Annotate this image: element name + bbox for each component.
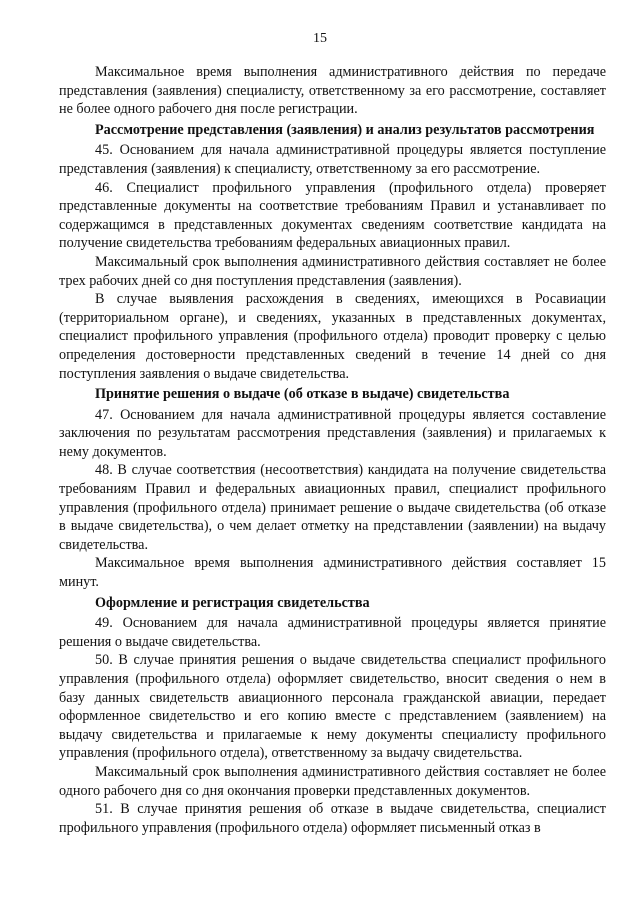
paragraph-46: 46. Специалист профильного управления (профильного отдела) проверяет представленные документы на соответствие требованиям Правил и устанавливает по содержащимся в представленных документах сведениям соответствие кандидата на получение свидетельства требованиям федеральных авиационных правил. [59, 179, 606, 252]
paragraph-49: 49. Основанием для начала административной процедуры является принятие решения о выдаче свидетельства. [59, 615, 606, 650]
paragraph-max-time-decision: Максимальное время выполнения административного действия составляет 15 минут. [59, 555, 606, 591]
paragraph-discrepancy-check: В случае выявления расхождения в сведениях, имеющихся в Росавиации (территориальном органе), и сведениях, указанных в представленных документах, специалист профильного управления (профильного отдела) проводит проверку с целью определения достоверности представленных сведений в течение 14 дней со дня поступления заявления о выдаче свидетельства. [59, 291, 606, 382]
paragraph-48: 48. В случае соответствия (несоответствия) кандидата на получение свидетельства требованиям Правил и федеральных авиационных правил, специалист профильного управления (профильного отдела) принимает решение о выдаче свидетельства (об отказе в выдаче свидетельства), о чем делает отметку на представлении (заявлении) на выдачу свидетельства. [59, 462, 606, 553]
paragraph-45: 45. Основанием для начала административной процедуры является поступление представления (заявления) к специалисту, ответственному за его рассмотрение. [59, 142, 606, 177]
page-number: 15 [313, 31, 327, 46]
paragraph-50: 50. В случае принятия решения о выдаче свидетельства специалист профильного управления (профильного отдела) оформляет свидетельство, вносит сведения о нем в базу данных свидетельств авиационного персонала гражданской авиации, передает оформленное свидетельство и его копию вместе с представлением (заявлением) на выдачу свидетельства и прилагаемые к нему документы специалисту профильного управления (профильного отдела), ответственному за выдачу свидетельства. [59, 652, 606, 762]
paragraph-max-term-review: Максимальный срок выполнения административного действия составляет не более трех рабочих дней со дня поступления представления (заявления). [59, 253, 606, 289]
paragraph-51: 51. В случае принятия решения об отказе в выдаче свидетельства, специалист профильного управления (профильного отдела) оформляет письменный отказ в [59, 801, 606, 836]
section-heading-decision: Принятие решения о выдаче (об отказе в выдаче) свидетельства [95, 386, 510, 403]
paragraph-max-term-registration: Максимальный срок выполнения административного действия составляет не более одного рабочего дня со дня окончания проверки представленных документов. [59, 763, 606, 799]
paragraph-admin-time-transfer: Максимальное время выполнения административного действия по передаче представления (заявления) специалисту, ответственному за его рассмотрение, составляет не более одного рабочего дня после регистрации. [59, 64, 606, 118]
document-body [59, 63, 606, 837]
section-heading-review: Рассмотрение представления (заявления) и анализ результатов рассмотрения [95, 121, 595, 138]
paragraph-47: 47. Основанием для начала административной процедуры является составление заключения по результатам рассмотрения представления (заявления) и прилагаемых к нему документов. [59, 406, 606, 460]
section-heading-registration: Оформление и регистрация свидетельства [95, 594, 370, 611]
